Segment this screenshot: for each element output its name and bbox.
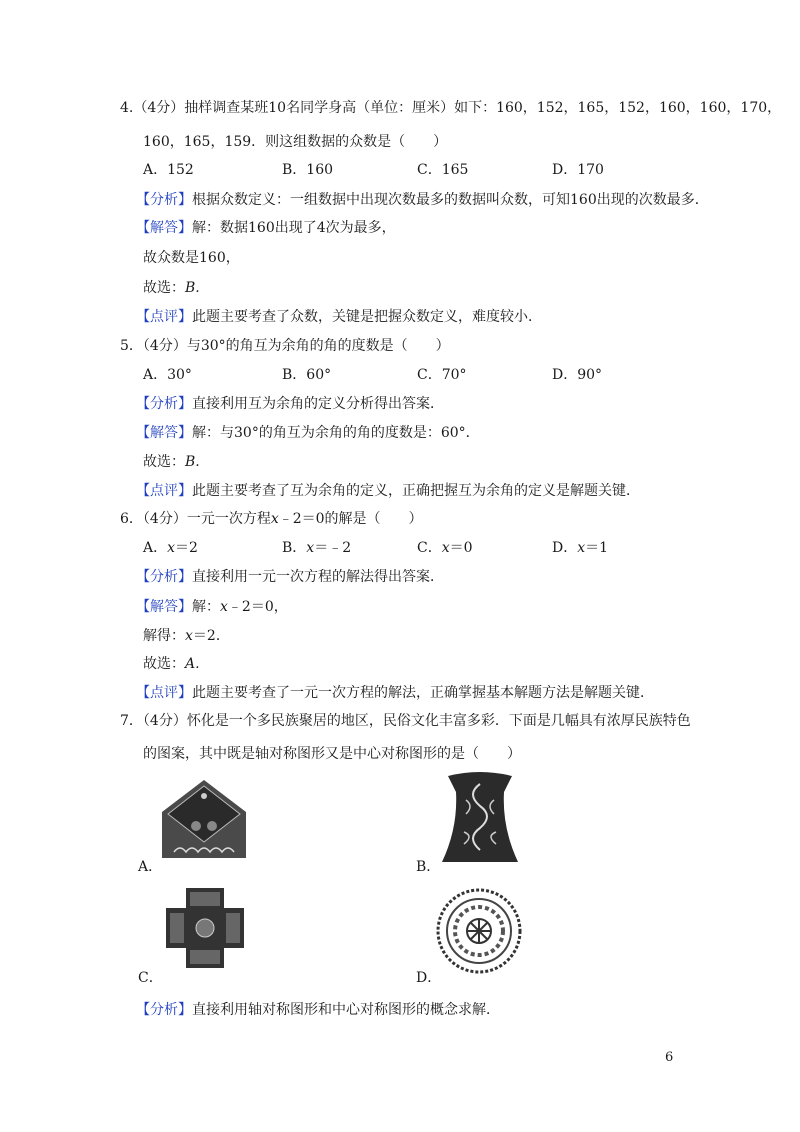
q5-analysis (136, 394, 444, 414)
review-tag: 【点评】 (136, 309, 192, 325)
answer-var: x (220, 599, 228, 615)
answer-tag: 【解答】 (136, 425, 192, 441)
q5-stem: 5．（4分）与30°的角互为余角的角的度数是（ ） (120, 338, 450, 354)
page-number: 6 (665, 1050, 674, 1065)
q4-analysis (136, 190, 709, 210)
analysis-tag: 【分析】 (136, 396, 192, 412)
option-var: x (441, 540, 450, 556)
answer-text: 解：与30°的角互为余角的角的度数是：60°． (192, 425, 480, 441)
q7-stem-line1: 7．（4分）怀化是一个多民族聚居的地区，民俗文化丰富多彩．下面是几幅具有浓厚民族特色 (120, 713, 691, 729)
q5-answer-line2 (143, 452, 200, 472)
choice-letter: B. (185, 280, 200, 296)
option-rest: ＝0 (449, 540, 473, 556)
review-text: 此题主要考查了众数，关键是把握众数定义，难度较小． (192, 309, 542, 325)
answer-tag: 【解答】 (136, 599, 192, 615)
q5-review (136, 481, 640, 501)
answer-var: x (185, 628, 193, 644)
option-label: D． (552, 540, 578, 556)
option-rest: ＝2 (175, 540, 198, 556)
option-label: A． (143, 540, 168, 556)
q6-answer-line2 (143, 626, 230, 646)
analysis-text: 根据众数定义：一组数据中出现次数最多的数据叫众数，可知160出现的次数最多． (192, 192, 709, 208)
q6-option-b (282, 538, 351, 558)
q6-option-c (417, 538, 473, 558)
option-rest: ＝﹣2 (314, 540, 352, 556)
q7-stem-line2: 的图案，其中既是轴对称图形又是中心对称图形的是（ ） (143, 746, 521, 762)
q6-answer-line1 (136, 597, 288, 617)
q6-stem (120, 509, 423, 529)
analysis-tag: 【分析】 (136, 1002, 192, 1018)
analysis-tag: 【分析】 (136, 569, 192, 585)
q4-option-d: D．170 (552, 162, 604, 178)
q6-stem-pre: 6．（4分）一元一次方程 (120, 511, 271, 527)
figure-c-pattern (164, 886, 246, 970)
q4-stem-line2: 160，165，159．则这组数据的众数是（ ） (143, 134, 448, 150)
choice-prefix: 故选： (143, 280, 185, 296)
q6-stem-post: ﹣2＝0的解是（ ） (278, 511, 423, 527)
q5-option-b: B．60° (282, 367, 332, 383)
q6-analysis (136, 567, 444, 587)
figure-b-label: B． (416, 859, 441, 875)
q4-answer-line2: 故众数是160， (143, 250, 240, 266)
q5-option-a: A．30° (143, 367, 192, 383)
analysis-text: 直接利用互为余角的定义分析得出答案． (192, 396, 444, 412)
choice-letter: B. (185, 454, 200, 470)
analysis-text: 直接利用轴对称图形和中心对称图形的概念求解． (192, 1002, 500, 1018)
q5-option-d: D．90° (552, 367, 603, 383)
review-tag: 【点评】 (136, 685, 192, 701)
q6-review (136, 683, 654, 703)
figure-d-pattern (436, 888, 522, 974)
answer-post: ＝2． (192, 628, 230, 644)
q4-stem-line1: 4.（4分）抽样调查某班10名同学身高（单位：厘米）如下：160，152，165，152，160，160，170， (120, 100, 782, 116)
option-rest: ＝1 (585, 540, 609, 556)
q4-option-c: C．165 (417, 162, 469, 178)
answer-pre: 解： (192, 599, 220, 615)
option-label: B． (282, 540, 307, 556)
q6-option-d (552, 538, 608, 558)
answer-tag: 【解答】 (136, 220, 192, 236)
review-text: 此题主要考查了一元一次方程的解法，正确掌握基本解题方法是解题关键． (192, 685, 654, 701)
q4-option-b: B．160 (282, 162, 334, 178)
q4-answer-line1 (136, 218, 396, 238)
choice-letter: A. (185, 656, 200, 672)
figure-a-pattern (160, 778, 248, 860)
figure-c-label: C． (138, 970, 163, 986)
choice-prefix: 故选： (143, 454, 185, 470)
q4-answer-line3 (143, 278, 200, 298)
q6-answer-line3 (143, 654, 200, 674)
q5-option-c: C．70° (417, 367, 467, 383)
answer-pre: 解得： (143, 628, 185, 644)
option-var: x (167, 540, 176, 556)
choice-prefix: 故选： (143, 656, 185, 672)
q6-option-a (143, 538, 198, 558)
analysis-text: 直接利用一元一次方程的解法得出答案． (192, 569, 444, 585)
option-var: x (577, 540, 586, 556)
answer-post: ﹣2＝0， (227, 599, 288, 615)
q5-answer-line1 (136, 423, 480, 443)
review-text: 此题主要考查了互为余角的定义，正确把握互为余角的定义是解题关键． (192, 483, 640, 499)
review-tag: 【点评】 (136, 483, 192, 499)
option-label: C． (417, 540, 442, 556)
figure-d-label: D． (416, 970, 442, 986)
q6-stem-var: x (270, 511, 279, 527)
q4-review (136, 307, 542, 327)
q7-analysis (136, 1000, 500, 1020)
analysis-tag: 【分析】 (136, 192, 192, 208)
figure-a-label: A． (138, 859, 163, 875)
answer-text: 解：数据160出现了4次为最多， (192, 220, 396, 236)
option-var: x (306, 540, 315, 556)
figure-b-pattern (440, 770, 520, 868)
q4-option-a: A．152 (143, 162, 194, 178)
